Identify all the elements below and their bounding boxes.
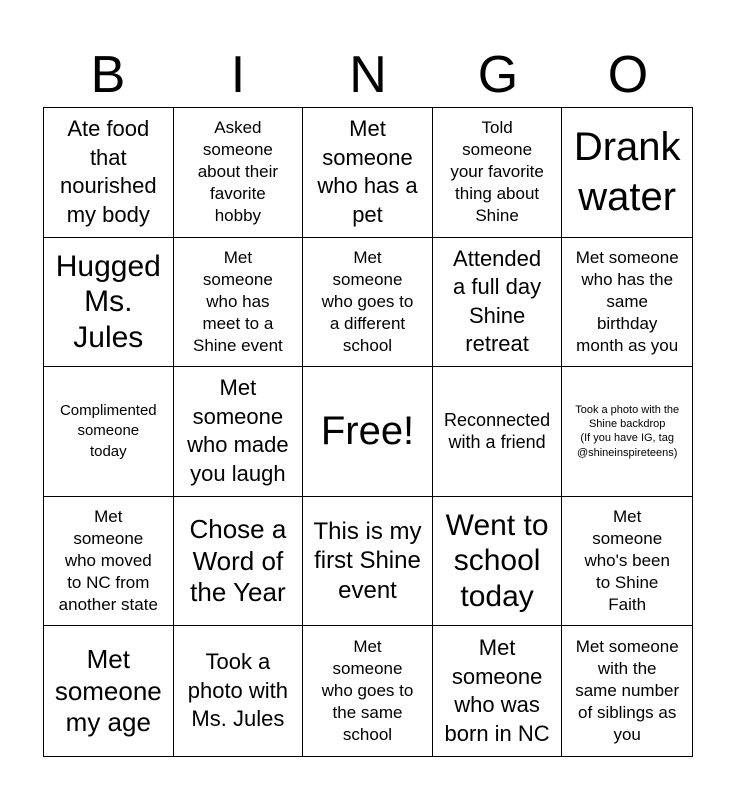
bingo-cell-r5-c4[interactable]: Met someone who was born in NC	[433, 626, 563, 756]
header-letter-i: I	[230, 46, 246, 104]
bingo-cell-r1-c4[interactable]: Told someone your favorite thing about Shine	[433, 108, 563, 238]
header-letter-g: G	[477, 46, 519, 104]
bingo-cell-r4-c2[interactable]: Chose a Word of the Year	[174, 497, 304, 627]
bingo-cell-r2-c1[interactable]: Hugged Ms. Jules	[44, 238, 174, 368]
bingo-cell-r3-c5[interactable]: Took a photo with the Shine backdrop (If you have IG, tag @shineinspireteens)	[562, 367, 692, 497]
header-letter-n: N	[349, 46, 387, 104]
bingo-cell-r5-c5[interactable]: Met someone with the same number of siblings as you	[575, 636, 680, 745]
bingo-cell-r2-c5[interactable]: Met someone who has the same birthday month as you	[562, 238, 692, 368]
bingo-cell-r4-c3[interactable]: This is my first Shine event	[303, 497, 433, 627]
bingo-cell-free[interactable]: Free!	[303, 367, 433, 497]
bingo-cell-r2-c4[interactable]: Attended a full day Shine retreat	[433, 238, 563, 368]
bingo-cell-r4-c1[interactable]: Met someone who moved to NC from another state	[44, 497, 174, 627]
bingo-cell-r1-c3[interactable]: Met someone who has a pet	[303, 108, 433, 238]
bingo-cell-r5-c2[interactable]: Took a photo with Ms. Jules	[174, 626, 304, 756]
bingo-cell-r1-c5[interactable]: Drank water	[562, 108, 692, 238]
bingo-cell-r1-c2[interactable]: Asked someone about their favorite hobby	[174, 108, 304, 238]
bingo-cell-r5-c1[interactable]: Met someone my age	[44, 626, 174, 756]
bingo-cell-r2-c2[interactable]: Met someone who has meet to a Shine event	[174, 238, 304, 368]
bingo-cell-r3-c2[interactable]: Met someone who made you laugh	[174, 367, 304, 497]
bingo-cell-r3-c4[interactable]: Reconnected with a friend	[433, 367, 563, 497]
bingo-cell-r5-c3[interactable]: Met someone who goes to the same school	[303, 626, 433, 756]
header-letter-o: O	[607, 46, 649, 104]
bingo-cell-r1-c1[interactable]: Ate food that nourished my body	[44, 108, 174, 238]
bingo-cell-r2-c3[interactable]: Met someone who goes to a different school	[303, 238, 433, 368]
bingo-cell-r4-c5[interactable]: Met someone who's been to Shine Faith	[562, 497, 692, 627]
bingo-header	[43, 44, 693, 106]
bingo-cell-r3-c1[interactable]: Complimented someone today	[44, 367, 174, 497]
bingo-card	[43, 107, 693, 757]
header-letter-b: B	[90, 46, 126, 104]
bingo-cell-r4-c4[interactable]: Went to school today	[433, 497, 563, 627]
